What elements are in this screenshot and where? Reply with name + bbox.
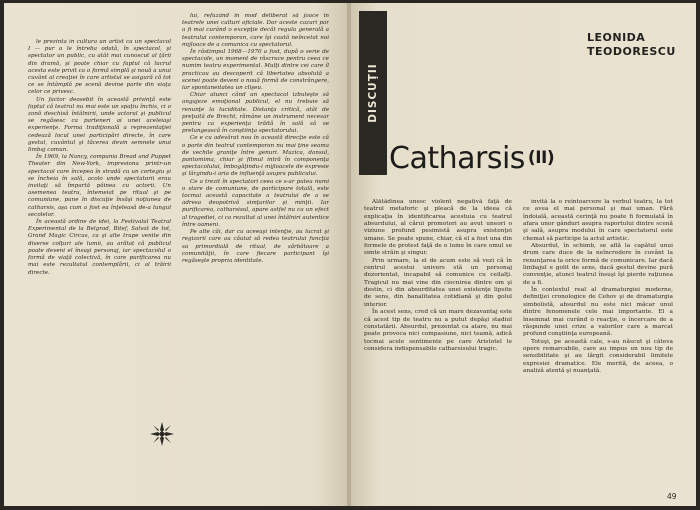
paragraph: În 1969, la Nancy, compania Bread and Puppet Theater din New-York, impresiona printr-un spectacol care începea în stradă cu un cortegiu şi se încheia în sală, acolo unde spectatorii erau invitaţi să împartă pâinea cu actorii. Un asemenea teatru, întemeiat pe ritual şi pe comuniune, pune în discuţie însăşi noţiunea de catharsis, aşa cum a fost ea înţeleasă de-a lungul secolelor. [28, 154, 171, 218]
author-first-name: LEONIDA [587, 31, 646, 44]
author-last-name: TEODORESCU [587, 45, 676, 58]
paragraph: lui, refuzând în mod deliberat să joace în teatrele unei culturi oficiale. Dar aceste cazuri par a fi mai curând o excepţie decât regula generală a teatrului contemporan, care îşi caută neîncetat noi mijloace de a comunica cu spectatorul. [182, 13, 329, 48]
left-page [4, 3, 349, 506]
left-page-column-2 [182, 13, 329, 480]
rubric-label: DISCUŢII [367, 63, 379, 123]
paragraph: Ce e cu adevărat nou în această direcţie este că o parte din teatrul contemporan nu mai ţine seama de vechile graniţe între genuri. Muzica, dansul, pantomima, chiar şi filmul intră în componenţa spectacolului, îmbogăţindu-i mijloacele de expresie şi lărgindu-i aria de influenţă asupra publicului. [182, 135, 329, 178]
section-rubric [359, 11, 387, 175]
title-number: (II) [527, 148, 555, 168]
paragraph: Chiar atunci când un spectacol izbuteşte să angajeze emoţional publicul, el nu trebuie să renunţe la luciditate. Distanţa critică, atât de preţuită de Brecht, rămâne un instrument necesar pentru ca experienţa trăită în sală să se prelungească în conştiinţa spectatorului. [182, 92, 329, 135]
paragraph: Absurdul, în schimb, se află la capătul unui drum care duce de la neîncredere în cuvânt la renunţarea la orice formă de comunicare. Iar dacă limbajul e golit de sens, dacă gestul devine pură convenţie, atunci teatrul însuşi îşi pierde raţiunea de a fi. [523, 243, 673, 286]
ornament-star-icon [149, 421, 175, 447]
paragraph: le prezinta în cultura un artist ca un spectacol I — pur a le întreba odată, în spectacol, şi spectator un public, cu atât mai cunoscut al ţării din dramă, şi poate chiar cu faptul că lucrul acesta este privit ca o formă simplă şi nouă a unui cuvânt al creaţiei în care artistul se asigură că tot ce se întâmplă pe scenă devine parte din viaţa celor ce privesc. [28, 39, 171, 96]
magazine-spread [4, 3, 696, 506]
paragraph: invită la o reîntoarcere la verbul teatru, la tot ce avea el mai personal şi mai uman. Fără îndoială, această cerinţă nu poate fi formulată în afara unor gânduri asupra raportului dintre scenă şi sală, asupra modului în care spectatorul este chemat să participe la actul artistic. [523, 199, 673, 242]
right-page-column-2 [523, 199, 673, 499]
paragraph: Pe alte căi, dar cu aceeaşi intenţie, au lucrat şi regizorii care au căutat să redea teatrului funcţia sa primordială de ritual, de sărbătoare a comunităţii, în care fiecare participant îşi regăseşte propria identitate. [182, 229, 329, 264]
right-page [351, 3, 696, 506]
paragraph: În răstimpul 1968—1970 a fost, după o serie de spectacole, un moment de răscruce pentru ceea ce numim teatru experimental. Mulţi dintre cei care îl practicau au descoperit că libertatea absolută a scenei poate deveni o nouă formă de constrângere, iar spontaneitatea un clişeu. [182, 49, 329, 92]
paragraph: În acest sens, cred că un mare dezavantaj este că acest tip de teatru nu a putut depăşi stadiul constatării. Absurdul, prezentat ca atare, nu mai poate provoca nici compasiune, nici teamă, adică tocmai acele sentimente pe care Aristotel le considera indispensabile catharsisului tragic. [364, 309, 512, 352]
article-title [389, 141, 554, 176]
paragraph: Alătădinea unesc violent negativă faţă de teatrul metaforic şi pleacă de la ideea că explicaţia în identificarea acestuia cu teatrul absurdului, al cărui promotori au avut uneori o viziune profund pesimistă asupra existenţei umane. Se poate spune, chiar, că el a fost una din formele de protest faţă de o lume în care omul se simte străin şi singur. [364, 199, 512, 257]
paragraph: Ce a trezit în spectatori ceea ce s-ar putea numi o stare de comuniune, de participare totală, este tocmai această capacitate a teatrului de a se adresa deopotrivă simţurilor şi minţii. Iar purificarea, catharsisul, apare astfel nu ca un efect al tragediei, ci ca rezultat al unei întâlniri autentice între oameni. [182, 178, 329, 228]
right-page-column-1 [364, 199, 512, 499]
paragraph: În contextul real al dramaturgiei moderne, definiţiei cronologice de Cehov şi de dramaturgia simbolistă, absurdul nu este nici măcar unul dintre fenomenele cele mai importante. El a însemnat mai curând o reacţie, o încercare de a răspunde unei crize a valorilor care a marcat profund conştiinţa europeană. [523, 287, 673, 338]
author-name [587, 31, 687, 59]
page-number: 49 [667, 492, 677, 501]
paragraph: În această ordine de idei, la Festivalul Teatral Experimental de la Belgrad, Bitef, Salvat de tot, Grand Magic Circus, ca şi alte trupe venite din diverse colţuri ale lumii, au arătat că publicul poate deveni el însuşi personaj, iar spectacolul o formă de viaţă colectivă, în care purificarea nu mai este rezultatul contemplării, ci al trăirii directe. [28, 219, 171, 276]
paragraph: Prin urmare, la el de acum este să vezi că în centrul acestui univers stă un personaj dezorientat, incapabil să comunice cu ceilalţi. Tragicul nu mai vine din ciocnirea dintre om şi destin, ci din absurditatea unei existenţe lipsite de sens, din banalitatea cotidiană şi din golul interior. [364, 257, 512, 308]
paragraph: Totuşi, pe această cale, s-au născut şi câteva opere remarcabile, care au impus un nou tip de sensibilitate şi au lărgit considerabil limitele expresiei dramatice. Ele merită, de aceea, o analiză atentă şi nuanţată. [523, 338, 673, 374]
title-text: Catharsis [389, 141, 525, 176]
paragraph: Un factor deosebit în această privinţă este faptul că teatrul nu mai este un spaţiu închis, ci o zonă deschisă întâlnirii, unde actorul şi publicul se regăsesc ca parteneri ai unei aceleiaşi experienţe. Forma tradiţională a reprezentaţiei cedează locul unei participări directe, în care gestul, cuvântul şi tăcerea devin semnele unui limbaj comun. [28, 96, 171, 154]
